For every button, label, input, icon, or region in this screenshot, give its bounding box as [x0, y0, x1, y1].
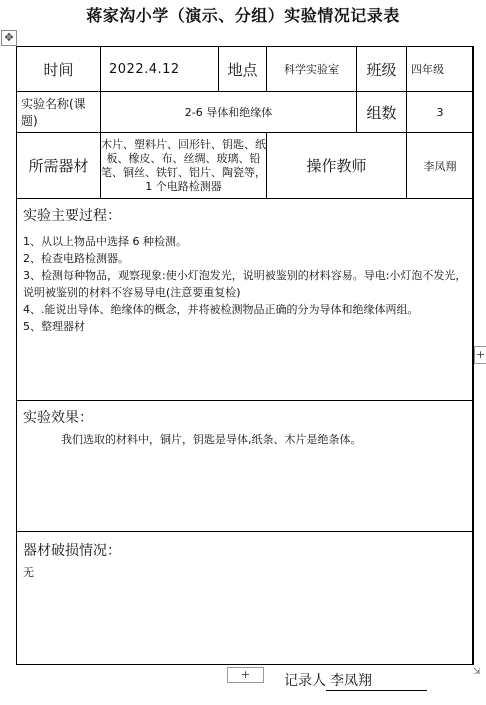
damage-title: 器材破损情况： — [23, 543, 121, 559]
equipment-value: 木片、塑料片、回形针、钥匙、纸板、橡皮、布、丝绸、玻璃、铅笔、铜丝、铁钉、铝片、陶瓷等，1 个电路检测器 — [101, 133, 267, 199]
recorder-line — [284, 670, 427, 691]
experiment-name-label: 实验名称(课题) — [17, 92, 101, 133]
group-value: 3 — [407, 92, 474, 133]
teacher-value: 李凤翔 — [407, 133, 474, 199]
table-resize-handle-icon[interactable]: ⇲ — [473, 667, 481, 677]
equipment-label: 所需器材 — [17, 133, 101, 199]
process-step: 1、从以上物品中选择 6 种检测。 — [23, 235, 187, 248]
process-section — [17, 199, 474, 401]
class-label: 班级 — [357, 47, 407, 92]
add-column-button[interactable]: + — [474, 346, 486, 364]
experiment-name-value: 2-6 导体和绝缘体 — [101, 92, 357, 133]
recorder-label: 记录人 — [284, 673, 326, 689]
time-label: 时间 — [17, 47, 101, 92]
teacher-label: 操作教师 — [267, 133, 407, 199]
effect-title: 实验效果： — [23, 410, 93, 426]
add-row-button[interactable]: + — [227, 667, 264, 683]
effect-text: 我们选取的材料中，铜片，钥匙是导体,纸条、木片是绝条体。 — [61, 433, 362, 446]
process-title: 实验主要过程： — [23, 208, 121, 224]
process-step: 5、整理器材 — [23, 320, 85, 333]
group-label: 组数 — [357, 92, 407, 133]
document-title: 蒋家沟小学（演示、分组）实验情况记录表 — [86, 6, 400, 25]
effect-section — [17, 401, 474, 532]
recorder-name: 李凤翔 — [326, 670, 427, 691]
process-step: 3、检测每种物品，观察现象:使小灯泡发光，说明被鉴别的材料容易。导电:小灯泡不发光，说明被鉴别的材料不容易导电(注意要重复检) — [23, 269, 467, 299]
date-value: 2022.4.12 — [101, 47, 219, 92]
process-step: 4、.能说出导体、绝缘体的概念，并将被检测物品正确的分为导体和绝缘体两组。 — [23, 303, 419, 316]
place-value: 科学实验室 — [267, 47, 357, 92]
record-table — [16, 46, 474, 665]
place-label: 地点 — [219, 47, 267, 92]
damage-text: 无 — [23, 566, 34, 579]
process-steps — [23, 233, 469, 335]
process-step: 2、检查电路检测器。 — [23, 252, 129, 265]
damage-section — [17, 532, 474, 665]
table-move-handle-icon[interactable]: ✥ — [1, 30, 17, 46]
class-value: 四年级 — [407, 47, 474, 92]
